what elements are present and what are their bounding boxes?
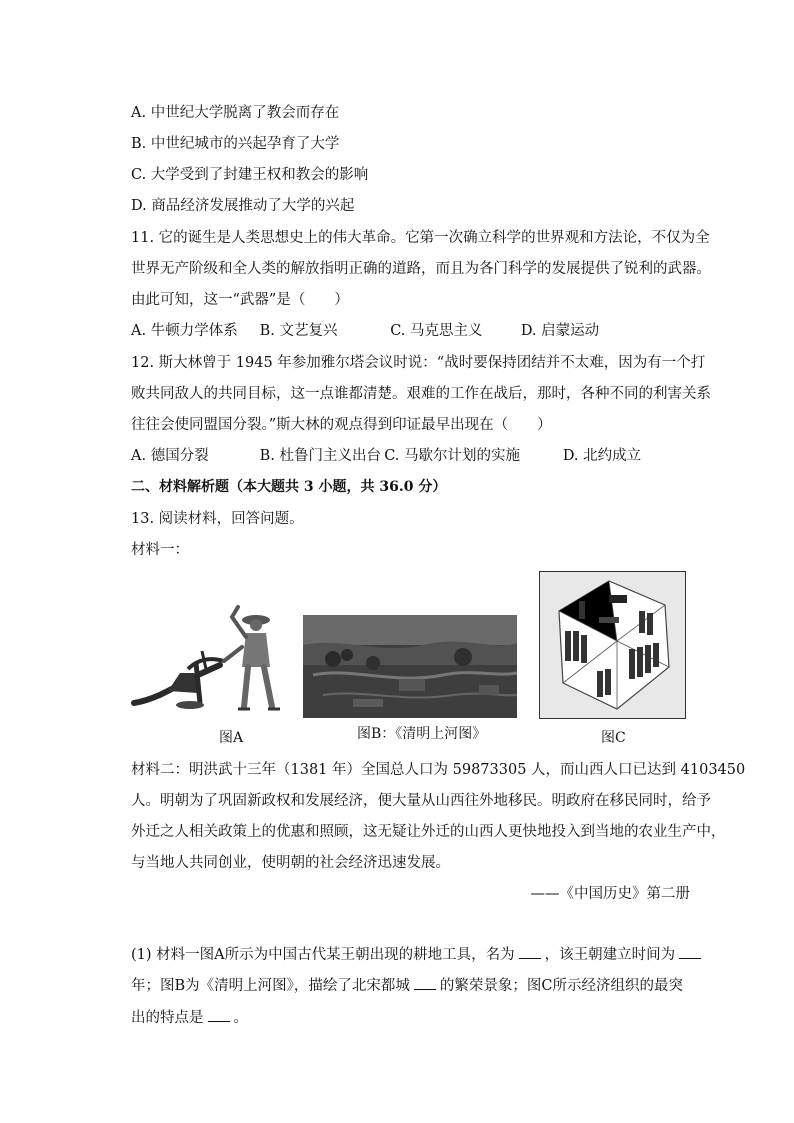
q12-option-b: B. 杜鲁门主义出台 [259,448,381,464]
figure-c-caption: 图C [601,730,626,746]
q12-stem-line3: 往往会使同盟国分裂。”斯大林的观点得到印证最早出现在（ ） [131,417,552,433]
figure-b-caption: 图B：《清明上河图》 [357,726,487,742]
material1-label: 材料一： [131,542,189,558]
answer-blank-2[interactable] [679,944,701,959]
q13-sub1-text-a: (1) 材料一图A所示为中国古代某王朝出现的耕地工具，名为 [131,947,515,963]
figure-c-map [539,571,686,719]
q13-sub1-text-e: 出的特点是 [131,1010,204,1026]
q11-option-b: B. 文艺复兴 [259,323,338,339]
q13-sub1-line3 [131,1007,248,1028]
q10-option-a: A. 中世纪大学脱离了教会而存在 [131,105,340,121]
q13-sub1-text-c: 年；图B为《清明上河图》，描绘了北宋都城 [131,978,410,994]
answer-blank-4[interactable] [208,1007,230,1022]
q11-stem-line2: 世界无产阶级和全人类的解放指明正确的道路，而且为各门科学的发展提供了锐利的武器。 [131,261,711,277]
q10-option-d: D. 商品经济发展推动了大学的兴起 [131,198,355,214]
material2-line3: 外迁之人相关政策上的优惠和照顾，这无疑让外迁的山西人更快地投入到当地的农业生产中， [131,824,726,840]
q10-option-b: B. 中世纪城市的兴起孕育了大学 [131,136,340,152]
q12-option-c: C. 马歇尔计划的实施 [384,448,521,464]
figure-a-plough [128,603,288,715]
q11-option-a: A. 牛顿力学体系 [131,323,238,339]
q11-option-c: C. 马克思主义 [390,323,483,339]
q12-options [131,446,641,466]
q13-sub1-text-f: 。 [233,1010,248,1026]
q11-options [131,321,599,341]
material2-source: ——《中国历史》第二册 [530,886,690,902]
figure-a-caption: 图A [219,730,244,746]
q13-sub1-line1 [131,944,705,965]
material2-line1: 材料二：明洪武十三年（1381 年）全国总人口为 59873305 人，而山西人口已达到 4103450 [131,762,746,778]
q10-option-c: C. 大学受到了封建王权和教会的影响 [131,167,369,183]
q13-sub1-text-d: 的繁荣景象；图C所示经济组织的最突 [439,978,683,994]
q11-stem-line3: 由此可知，这一“武器”是（ ） [131,292,349,308]
answer-blank-1[interactable] [519,944,541,959]
q12-option-d: D. 北约成立 [562,448,642,464]
material2-line4: 与当地人共同创业，使明朝的社会经济迅速发展。 [131,855,450,871]
q13-intro: 13. 阅读材料，回答问题。 [131,511,304,527]
material2-line2: 人。明朝为了巩固新政权和发展经济，便大量从山西往外地移民。明政府在移民同时，给予 [131,793,711,809]
q12-stem-line2: 败共同敌人的共同目标，这一点谁都清楚。艰难的工作在战后，那时，各种不同的利害关系 [131,386,711,402]
q13-sub1-text-b: ，该王朝建立时间为 [544,947,676,963]
answer-blank-3[interactable] [414,975,436,990]
q12-stem-line1: 12. 斯大林曾于 1945 年参加雅尔塔会议时说：“战时要保持团结并不太难，因为有一个打 [131,355,706,371]
q12-option-a: A. 德国分裂 [131,448,209,464]
q13-sub1-line2 [131,975,683,996]
figure-b-painting [303,615,517,718]
q11-option-d: D. 启蒙运动 [520,323,600,339]
section-heading: 二、材料解析题（本大题共 3 小题，共 36.0 分） [131,479,447,495]
q11-stem-line1: 11. 它的诞生是人类思想史上的伟大革命。它第一次确立科学的世界观和方法论，不仅为全 [131,230,710,246]
